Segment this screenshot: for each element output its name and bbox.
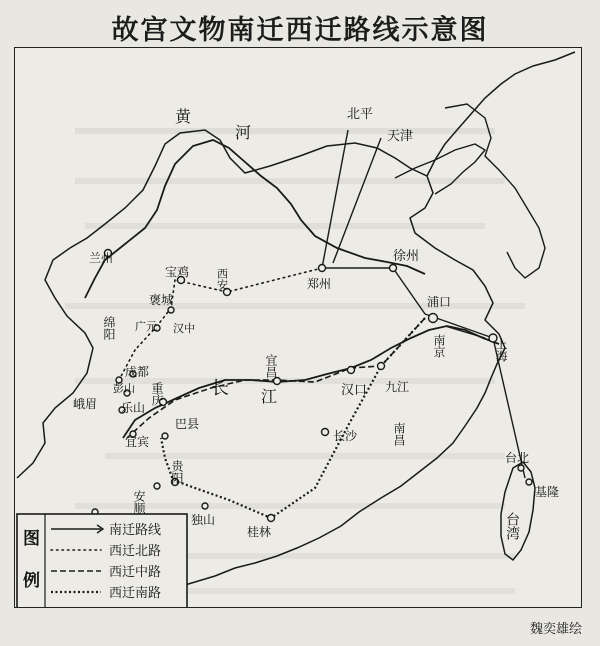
author-credit: 魏奕雄绘 — [529, 622, 582, 637]
city-label-chongqing: 重庆 — [150, 382, 164, 406]
city-label-changsha: 长沙 — [333, 429, 358, 443]
city-label-pengshan: 彭山 — [113, 382, 135, 395]
map-canvas — [15, 48, 582, 608]
river-label-jiang: 江 — [261, 387, 278, 406]
city-label-hankou: 汉口 — [341, 383, 368, 398]
city-label-hanzhong: 汉中 — [173, 322, 195, 335]
city-label-zhengzhou: 郑州 — [307, 277, 332, 291]
city-label-yichang: 宜昌 — [264, 354, 278, 378]
river-label-chang: 长 — [211, 378, 229, 399]
huanghe-river — [85, 140, 425, 298]
river-label-he: 河 — [235, 123, 252, 142]
city-label-xuzhou: 徐州 — [393, 249, 420, 264]
city-label-guangyuan: 广元 — [135, 320, 157, 333]
river-label-huang: 黄 — [175, 107, 192, 126]
city-label-baxian: 巴县 — [175, 417, 200, 431]
legend-label-west-south: 西迁南路 — [109, 586, 162, 601]
city-label-tianjin: 天津 — [387, 129, 414, 144]
city-label-lanzhou: 兰州 — [89, 251, 114, 265]
legend — [17, 514, 187, 608]
city-label-xian: 西安 — [215, 268, 229, 290]
city-label-leshan: 乐山 — [121, 401, 146, 415]
city-label-nanjing: 南京 — [432, 334, 446, 358]
taiwan-island — [501, 462, 535, 560]
map-frame — [14, 47, 582, 608]
city-label-nanchang: 南昌 — [392, 422, 406, 446]
city-label-dushan: 独山 — [191, 513, 216, 527]
city-label-baocheng: 褒城 — [149, 293, 174, 307]
legend-heading-li: 例 — [23, 571, 40, 591]
city-label-emei: 峨眉 — [73, 397, 98, 411]
city-label-anshun: 安顺 — [132, 490, 146, 514]
city-label-yibin: 宜宾 — [125, 435, 150, 449]
region-label-taiwan: 台湾 — [504, 512, 520, 540]
city-label-jiujiang: 九江 — [385, 380, 410, 394]
city-label-shanghai: 上海 — [494, 338, 508, 362]
city-label-guiyang: 贵阳 — [170, 460, 184, 484]
city-label-taibei: 台北 — [505, 451, 530, 465]
city-label-mianyang: 绵阳 — [102, 316, 116, 340]
city-label-jilong: 基隆 — [535, 485, 560, 499]
route-west-south — [161, 318, 425, 518]
legend-heading-tu: 图 — [23, 529, 40, 549]
legend-label-south: 南迁路线 — [109, 523, 162, 538]
legend-label-west-north: 西迁北路 — [109, 544, 162, 559]
legend-label-west-middle: 西迁中路 — [109, 565, 162, 580]
city-label-beiping: 北平 — [347, 107, 374, 122]
city-label-chengdu: 成都 — [125, 365, 150, 379]
map-title: 故宫文物南迁西迁路线示意图 — [111, 15, 489, 46]
city-label-baoji: 宝鸡 — [165, 265, 190, 279]
city-label-pukou: 浦口 — [427, 295, 452, 309]
city-label-guilin: 桂林 — [247, 525, 272, 539]
